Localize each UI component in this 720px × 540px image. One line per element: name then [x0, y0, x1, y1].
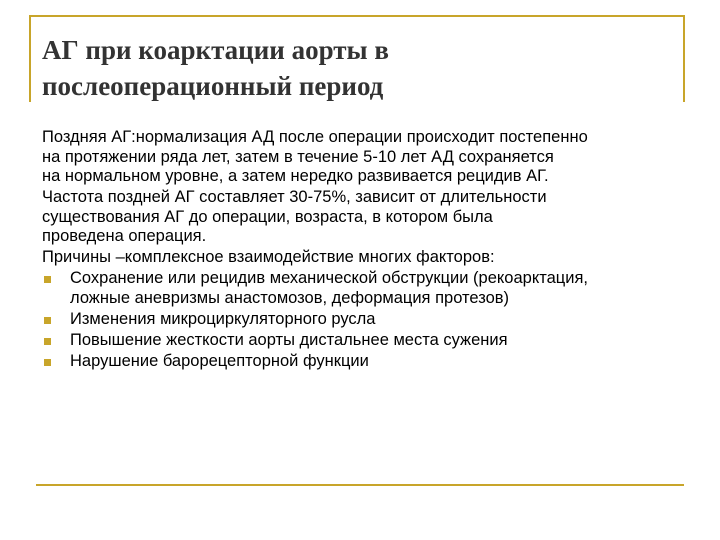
text-line: Повышение жесткости аорты дистальнее места сужения	[70, 330, 508, 349]
text-line: Причины –комплексное взаимодействие многих факторов:	[42, 248, 495, 266]
text-line: на протяжении ряда лет, затем в течение 5-10 лет АД сохраняется	[42, 147, 554, 166]
frame-bottom-line	[36, 484, 684, 486]
text-line: Сохранение или рецидив механической обструкции (рекоарктация,	[70, 269, 588, 287]
bullet-item	[42, 310, 682, 330]
slide-title	[42, 32, 662, 104]
slide-body	[42, 128, 682, 373]
text-line: проведена операция.	[42, 227, 207, 245]
frame-right-line	[683, 15, 685, 102]
bullet-item	[42, 331, 682, 351]
square-bullet-icon	[44, 359, 51, 366]
text-line: Изменения микроциркуляторного русла	[70, 309, 376, 328]
paragraph-causes	[42, 248, 682, 268]
square-bullet-icon	[44, 276, 51, 283]
paragraph-frequency	[42, 188, 682, 247]
text-line: Частота поздней АГ составляет 30-75%, зависит от длительности	[42, 188, 547, 206]
text-line: на нормальном уровне, а затем нередко развивается рецидив АГ.	[42, 167, 549, 185]
title-line: АГ при коарктации аорты в	[42, 35, 389, 65]
square-bullet-icon	[44, 317, 51, 324]
text-line: существования АГ до операции, возраста, в котором была	[42, 207, 493, 226]
text-line: ложные аневризмы анастомозов, деформация протезов)	[70, 288, 510, 307]
frame-top-line	[29, 15, 685, 17]
square-bullet-icon	[44, 338, 51, 345]
text-line: Нарушение барорецепторной функции	[70, 351, 369, 370]
bullet-item	[42, 352, 682, 372]
paragraph-late-hypertension	[42, 128, 682, 187]
title-line: послеоперационный период	[42, 71, 384, 101]
frame-left-line	[29, 15, 31, 102]
bullet-item	[42, 269, 682, 308]
text-line: Поздняя АГ:нормализация АД после операции происходит постепенно	[42, 128, 588, 146]
